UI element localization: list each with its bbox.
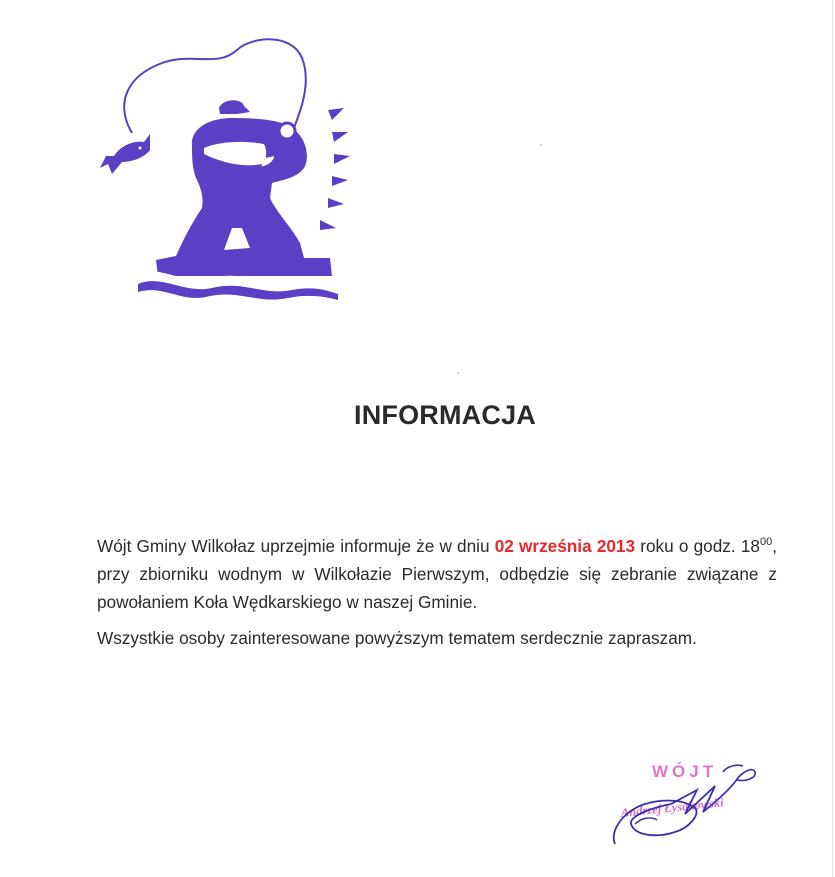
scan-speck <box>457 372 459 374</box>
stamp-title: WÓJT <box>652 762 718 781</box>
invitation-paragraph: Wszystkie osoby zainteresowane powyższym tematem serdecznie zapraszam. <box>97 628 697 648</box>
meeting-date: 02 września 2013 <box>494 536 636 556</box>
announcement-text-start: Wójt Gminy Wilkołaz uprzejmie informuje że w dniu <box>97 536 495 556</box>
handwritten-signature-icon <box>605 752 805 862</box>
announcement-paragraph <box>97 532 777 616</box>
scan-edge-line <box>832 0 833 877</box>
stamp-name: Andrzej Łysakowski <box>620 795 725 820</box>
signature-stamp <box>605 752 805 862</box>
announcement-text-end: , przy zbiorniku wodnym w Wilkołazie Pierwszym, odbędzie się zebranie związane z powołaniem Koła Wędkarskiego w naszej Gminie. <box>97 536 777 612</box>
fisherman-logo-icon <box>92 28 367 303</box>
scan-speck <box>540 144 542 146</box>
document-body <box>97 532 777 652</box>
announcement-text-time: roku o godz. 18 <box>635 536 760 556</box>
document-title: INFORMACJA <box>354 400 536 430</box>
meeting-time-minutes: 00 <box>759 536 773 548</box>
